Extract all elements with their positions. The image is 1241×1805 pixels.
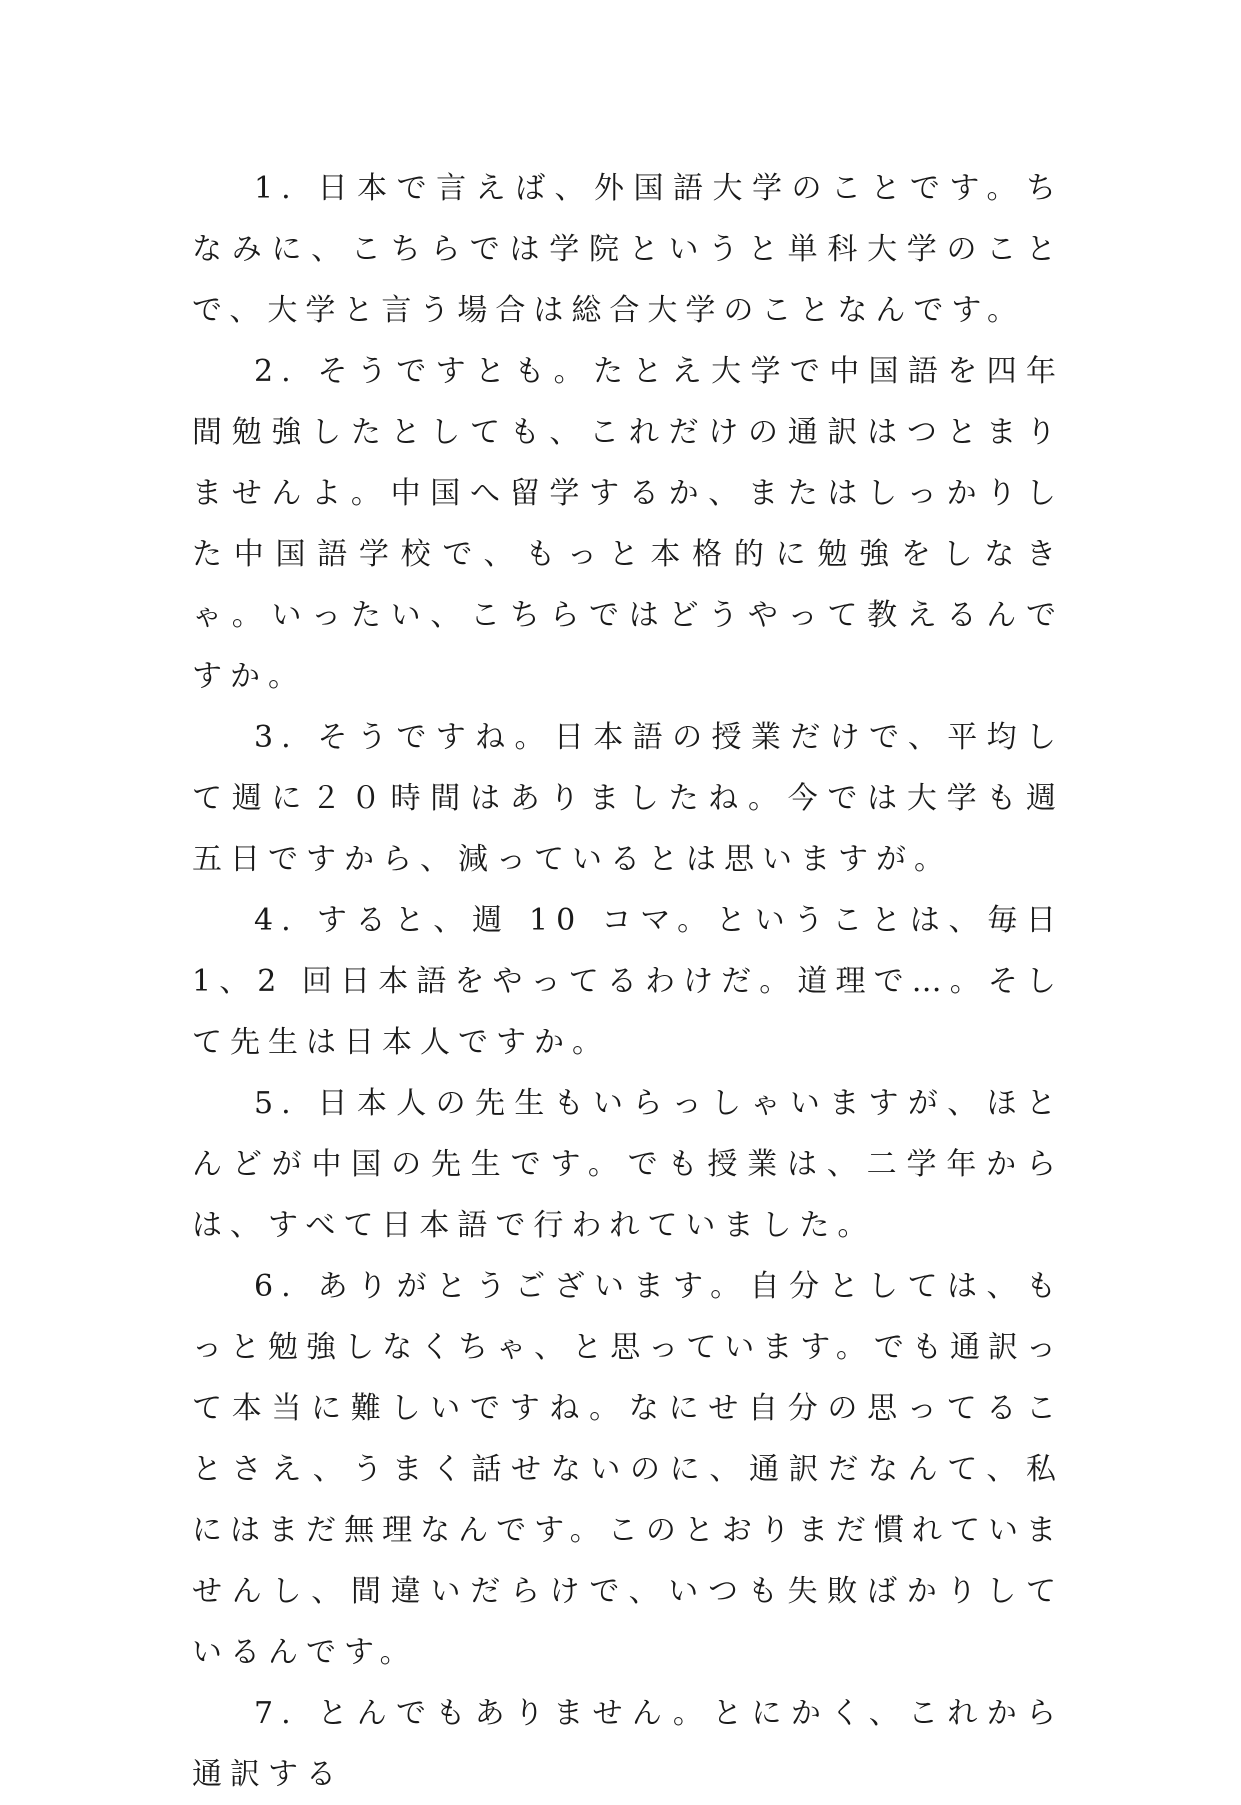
paragraph-2: 2. そうですとも。たとえ大学で中国語を四年間勉強したとしても、これだけの通訳はつとまりませんよ。中国へ留学するか、またはしっかりした中国語学校で、もっと本格的に勉強をしなきゃ。いったい、こちらではどうやって教えるんですか。: [192, 354, 1064, 694]
paragraph-7: 7. とんでもありません。とにかく、これから通訳する: [192, 1696, 1064, 1792]
document-body: [192, 158, 1064, 1805]
paragraph-6: 6. ありがとうございます。自分としては、もっと勉強しなくちゃ、と思っています。でも通訳って本当に難しいですね。なにせ自分の思ってることさえ、うまく話せないのに、通訳だなんて、私にはまだ無理なんです。このとおりまだ慣れていませんし、間違いだらけで、いつも失敗ばかりしているんです。: [192, 1269, 1064, 1670]
paragraph-1: 1. 日本で言えば、外国語大学のことです。ちなみに、こちらでは学院というと単科大学のことで、大学と言う場合は総合大学のことなんです。: [192, 171, 1064, 328]
paragraph-3: 3. そうですね。日本語の授業だけで、平均して週に２０時間はありましたね。今では大学も週五日ですから、減っているとは思いますが。: [192, 720, 1064, 877]
paragraph-4: 4. すると、週 10 コマ。ということは、毎日 1、2 回日本語をやってるわけだ。道理で…。そして先生は日本人ですか。: [192, 903, 1064, 1060]
paragraph-5: 5. 日本人の先生もいらっしゃいますが、ほとんどが中国の先生です。でも授業は、二学年からは、すべて日本語で行われていました。: [192, 1086, 1064, 1243]
